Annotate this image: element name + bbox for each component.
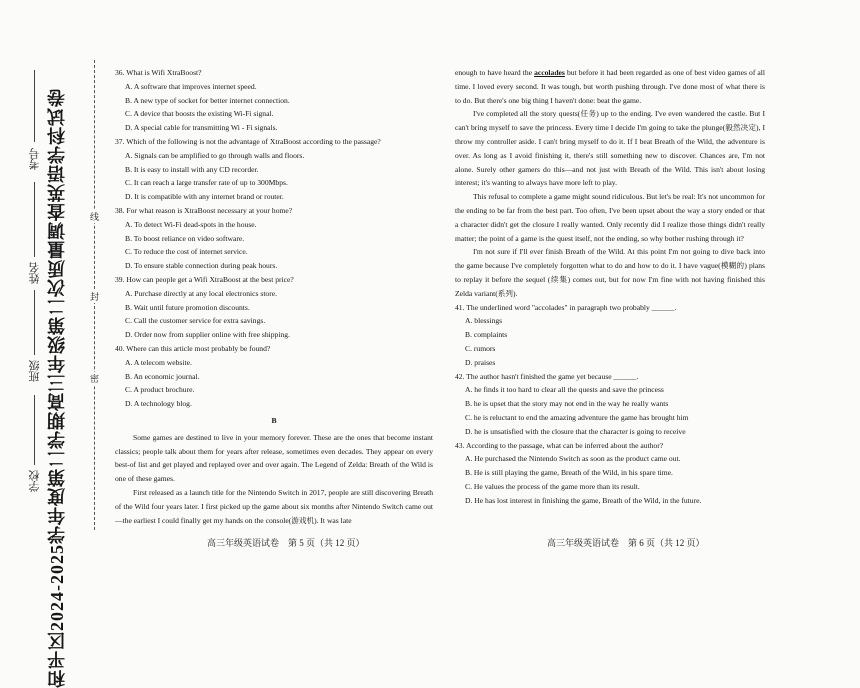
class-field-label: 班级 xyxy=(29,360,41,382)
answer-option: C. rumors xyxy=(465,343,496,353)
underlined-word: accolades xyxy=(534,68,565,77)
answer-option: A. Purchase directly at any local electronics store. xyxy=(125,288,278,298)
passage-text: but before it had been regarded as one of best video games of all time. I loved every second. It was tough, but worth pushing through. I've done most of what there is to do. But there's one big thing I haven't done: beat the game. xyxy=(455,68,765,105)
exam-number-field-label: 考号 xyxy=(29,148,41,170)
question-stem: 36. What is Wifi XtraBoost? xyxy=(115,68,202,77)
right-page xyxy=(455,66,765,508)
answer-option: C. he is reluctant to end the amazing adventure the game has brought him xyxy=(465,412,689,422)
answer-option: A. A telecom website. xyxy=(125,357,192,367)
answer-option: C. A device that boosts the existing Wi-Fi signal. xyxy=(125,109,274,119)
answer-option: C. To reduce the cost of internet service. xyxy=(125,247,248,257)
answer-option: B. he is upset that the story may not end in the way he really wants xyxy=(465,399,669,409)
name-field-line xyxy=(34,182,35,257)
name-field-label: 姓名 xyxy=(29,262,41,284)
answer-option: C. It can reach a large transfer rate of up to 300Mbps. xyxy=(125,178,288,188)
question-stem: 43. According to the passage, what can be inferred about the author? xyxy=(455,440,664,450)
school-field-label: 学校 xyxy=(29,470,41,492)
passage-text: enough to have heard the xyxy=(455,68,535,77)
question-stem: 39. How can people get a Wifi XtraBoost at the best price? xyxy=(115,274,294,284)
section-heading: B xyxy=(271,415,277,425)
school-field-line xyxy=(34,395,35,465)
answer-option: D. he is unsatisfied with the closure that the character is going to receive xyxy=(465,426,686,436)
answer-option: C. Call the customer service for extra savings. xyxy=(125,316,266,326)
passage-paragraph: I've completed all the story quests(任务) up to the ending. I've even wandered the castle. But I can't bring myself to save the princess. Every time I decide I'm going to take the plunge(毅然决定), I throw my controller aside. I can't bring myself to do it. If I beat Breath of the Wild, the adventure is over. As long as I avoid finishing it, there's still something new to discover. Chances are, I'm not alone. Surely other gamers do this—and not just with Breath of the Wild. This isn't about losing interest; it's wanting to always have more left to play. xyxy=(455,109,765,188)
exam-number-field-line xyxy=(34,70,35,142)
seal-mark: 密 xyxy=(90,374,100,384)
answer-option: D. He has lost interest in finishing the game, Breath of the Wild, in the future. xyxy=(465,495,702,505)
class-field-line xyxy=(34,290,35,355)
question-stem: 38. For what reason is XtraBoost necessary at your home? xyxy=(115,205,293,215)
left-page xyxy=(115,66,433,527)
question-stem: 40. Where can this article most probably be found? xyxy=(115,343,271,353)
answer-option: D. It is compatible with any internet brand or router. xyxy=(125,192,284,202)
answer-option: B. An economic journal. xyxy=(125,371,200,381)
answer-option: D. Order now from supplier online with free shipping. xyxy=(125,330,290,340)
answer-option: C. He values the process of the game more than its result. xyxy=(465,481,640,491)
answer-option: B. complaints xyxy=(465,330,508,340)
answer-option: A. To detect Wi-Fi dead-spots in the house. xyxy=(125,219,257,229)
answer-option: D. A technology blog. xyxy=(125,399,192,409)
answer-option: B. Wait until future promotion discounts. xyxy=(125,302,250,312)
passage-paragraph: This refusal to complete a game might sound ridiculous. But let's be real: It's not uncommon for the ending to be far from the best part. Too often, I've been upset about the way a story ended or that a character didn't get the closure I really wanted. Only recently did I realize those things didn't really matter; the point of a game is the quest itself, not the ending, so why bother rushing through it? xyxy=(455,192,765,243)
right-questions xyxy=(455,301,765,508)
binding-margin xyxy=(0,0,100,688)
answer-option: B. It is easy to install with any CD recorder. xyxy=(125,164,259,174)
answer-option: A. Signals can be amplified to go through walls and floors. xyxy=(125,150,305,160)
answer-option: D. A special cable for transmitting Wi - Fi signals. xyxy=(125,123,278,133)
passage-paragraph xyxy=(455,66,765,107)
answer-option: B. He is still playing the game, Breath of the Wild, in his spare time. xyxy=(465,468,673,478)
answer-option: C. A product brochure. xyxy=(125,385,195,395)
page-footer: 高三年级英语试卷 第 6 页（共 12 页） xyxy=(547,538,705,548)
answer-option: D. To ensure stable connection during peak hours. xyxy=(125,261,278,271)
answer-option: B. A new type of socket for better internet connection. xyxy=(125,95,290,105)
question-stem: 42. The author hasn't finished the game yet because ______. xyxy=(455,371,639,381)
answer-option: B. To boost reliance on video software. xyxy=(125,233,245,243)
exam-title: 和平区2024-2025学年度第二学期高三年级第二次质量调查英语学科试卷 xyxy=(47,88,67,688)
answer-option: D. praises xyxy=(465,357,496,367)
passage-paragraph: First released as a launch title for the Nintendo Switch in 2017, people are still discovering Breath of the Wild four years later. I first picked up the game about six months after Nintendo Switch came out—the earliest I could finally get my hands on the console(游戏机). It was late xyxy=(115,487,433,525)
answer-option: A. he finds it too hard to clear all the quests and save the princess xyxy=(465,385,664,395)
left-questions xyxy=(115,66,433,411)
question-stem: 41. The underlined word "accolades" in paragraph two probably ______. xyxy=(455,302,677,312)
answer-option: A. A software that improves internet speed. xyxy=(125,81,257,91)
page-footer: 高三年级英语试卷 第 5 页（共 12 页） xyxy=(207,538,365,548)
question-stem: 37. Which of the following is not the advantage of XtraBoost according to the passage? xyxy=(115,136,381,146)
passage-paragraph: Some games are destined to live in your memory forever. These are the ones that become instant classics; people talk about them for years after release, sometimes even decades. They appear on every best-of list and get played and replayed over and over again. The Legend of Zelda: Breath of the Wild is one of these games. xyxy=(115,432,433,484)
seal-mark: 线 xyxy=(90,212,100,222)
passage-paragraph: I'm not sure if I'll ever finish Breath of the Wild. At this point I'm not going to dive back into the game because I've completely forgotten what to do and how to do it. I have vague(模糊的) plans to replay it before the sequel (续集) comes out, but for now I'm fine with not having finished this Zelda variant(系列). xyxy=(455,247,765,298)
answer-option: A. blessings xyxy=(465,316,503,326)
answer-option: A. He purchased the Nintendo Switch as soon as the product came out. xyxy=(465,454,681,464)
seal-mark: 封 xyxy=(90,292,100,302)
